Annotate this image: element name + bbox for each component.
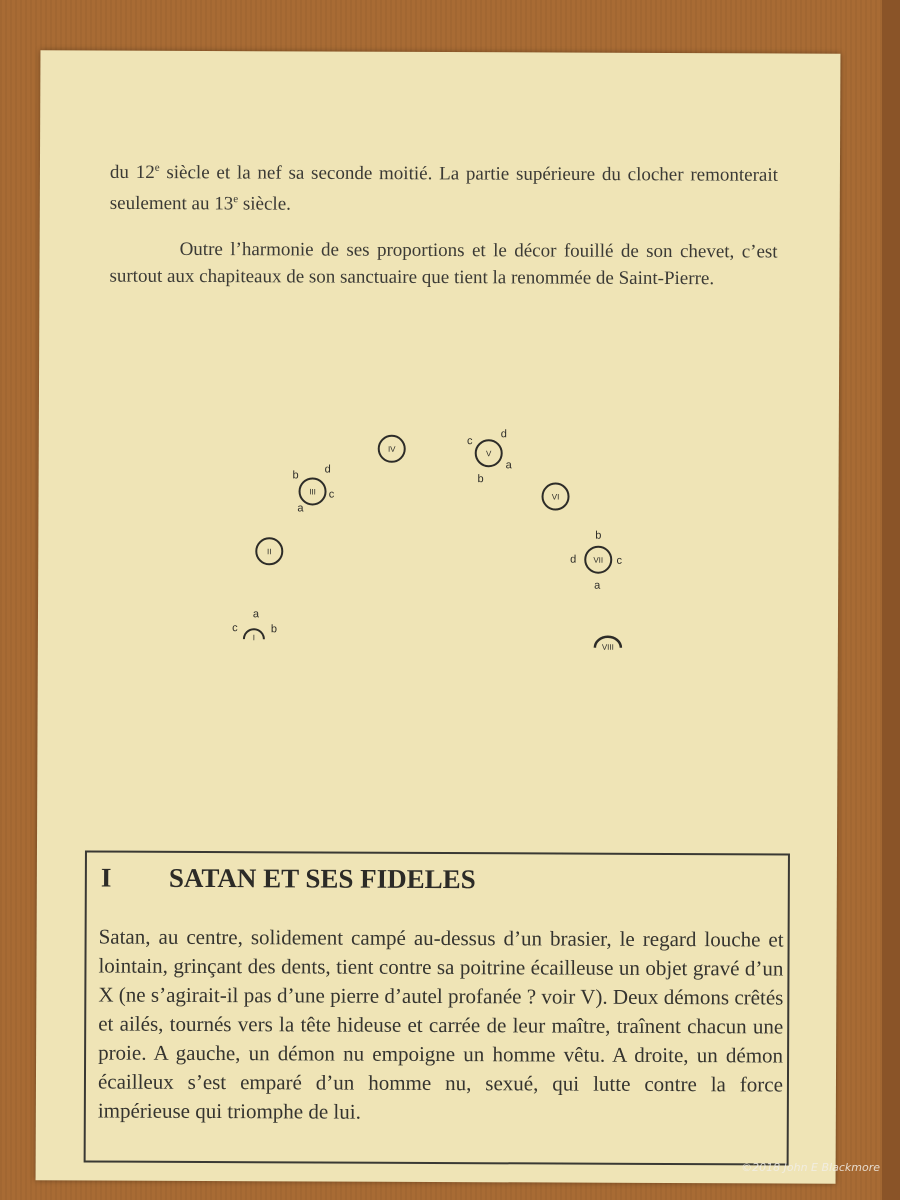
- pillar-II: [256, 538, 282, 564]
- pillar-VII-label-d: d: [570, 553, 577, 566]
- pillar-I: [232, 608, 277, 642]
- capital-description-box: [84, 850, 790, 1165]
- proportions-paragraph: Outre l’harmonie de ses proportions et le décor fouillé de son chevet, c’est surtout aux chapiteaux de son sanctuaire que tient la renommée de Saint-Pierre.: [109, 238, 778, 290]
- pillar-V: [467, 428, 513, 485]
- pillar-II-numeral: II: [267, 547, 272, 557]
- intro-paragraph: du 12e siècle et la nef sa seconde moitié. La partie supérieure du clocher remonterait seulement au 13e siècle.: [109, 161, 778, 216]
- pillar-VII-label-c: c: [616, 554, 623, 567]
- pillar-VII-numeral: VII: [593, 555, 604, 565]
- pillar-III-numeral: III: [309, 487, 316, 497]
- pillar-VIII: [595, 637, 621, 652]
- pillar-IV: [379, 436, 405, 462]
- pillar-IV-numeral: IV: [387, 444, 396, 454]
- pillar-VI: [542, 483, 568, 509]
- pillar-V-label-b: b: [477, 473, 484, 486]
- pillar-I-label-c: c: [232, 622, 238, 635]
- pillar-V-label-c: c: [466, 435, 473, 448]
- pillar-III-label-a: a: [297, 502, 304, 515]
- pillar-VII-label-a: a: [594, 579, 601, 592]
- section-text: Satan, au centre, solidement campé au-dessus d’un brasier, le regard louche et lointain, grinçant des dents, tient contre sa poitrine écailleuse un objet gravé d’un X (ne s’agirait-il pas d’une pierre d’autel profanée ? voir V). Deux démons crêtés et ailés, tournés vers la tête hideuse et carrée de leur maître, traînent chacun une proie. A gauche, un démon nu empoigne un homme vêtu. A droite, un démon écailleux s’est emparé d’un homme nu, sexué, qui lutte contre la force impérieuse qui triomphe de lui.: [97, 924, 784, 1124]
- section-number: I: [100, 862, 112, 893]
- wooden-board-edge: [882, 0, 900, 1200]
- copyright-watermark: ©2018 John E Blackmore: [741, 1161, 880, 1174]
- pillar-V-label-d: d: [500, 428, 507, 441]
- pillar-III-label-d: d: [324, 463, 331, 476]
- pillar-I-numeral: I: [252, 633, 256, 643]
- pillar-VIII-numeral: VIII: [601, 642, 614, 652]
- pillar-III: [292, 463, 335, 514]
- capital-plan-diagram: [37, 50, 840, 753]
- pillar-I-label-a: a: [252, 608, 260, 621]
- pillar-III-label-c: c: [328, 488, 335, 501]
- pillar-VI-numeral: VI: [551, 492, 560, 502]
- pillar-V-label-a: a: [505, 459, 512, 472]
- section-title: SATAN ET SES FIDELES: [168, 862, 476, 895]
- pillar-VII-label-b: b: [595, 529, 602, 542]
- pillar-I-label-b: b: [270, 623, 278, 636]
- paper-sheet: [36, 50, 841, 1183]
- pillar-VII: [570, 530, 623, 592]
- pillar-III-label-b: b: [292, 469, 299, 482]
- pillar-V-numeral: V: [486, 449, 492, 459]
